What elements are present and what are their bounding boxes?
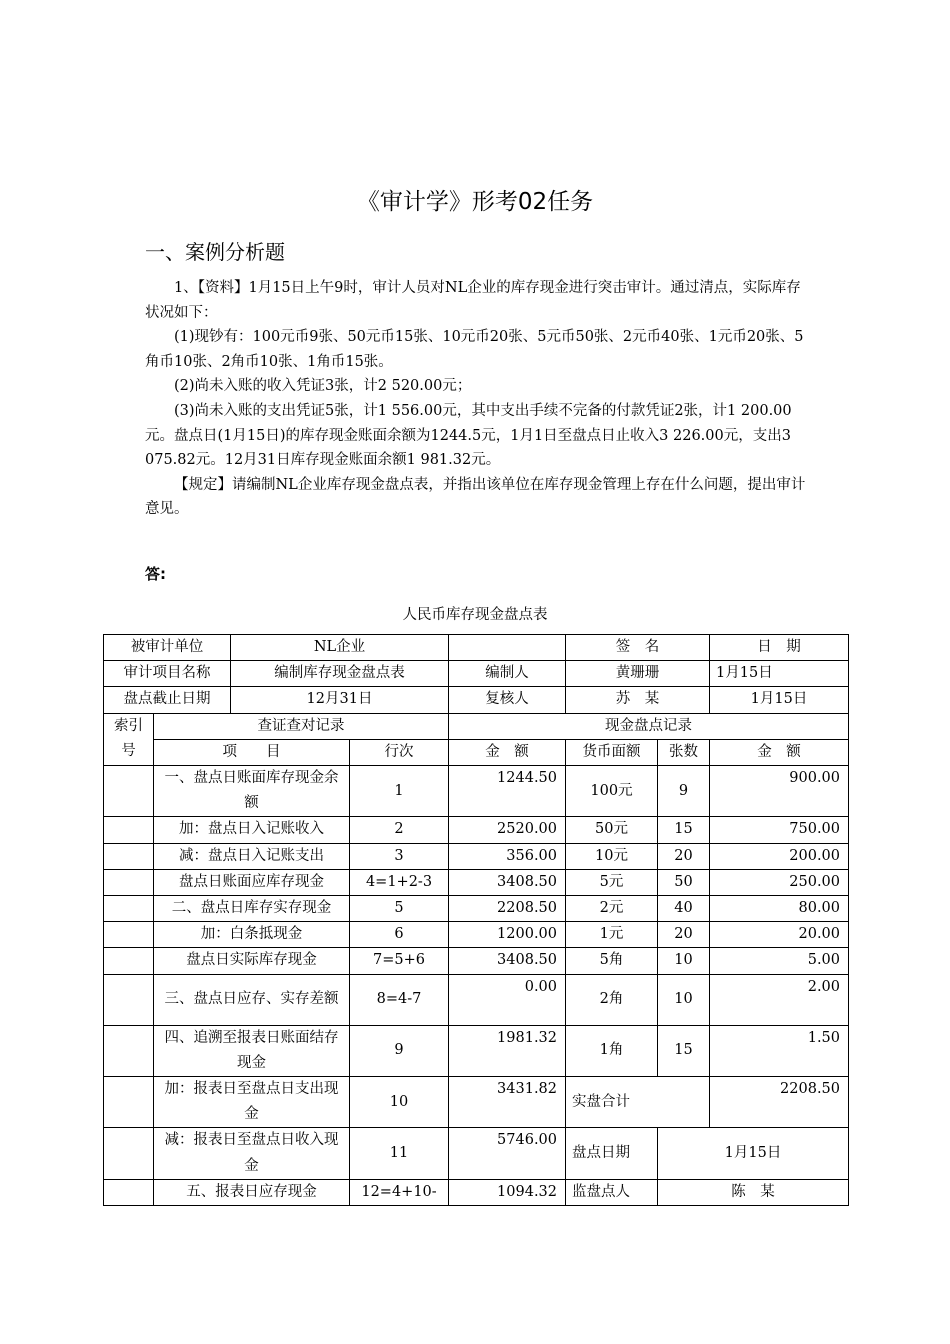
table-row (104, 1077, 849, 1128)
denom-col-header: 货币面额 (566, 739, 658, 765)
table-row (104, 766, 849, 817)
table-row (104, 896, 849, 922)
index-cell (104, 896, 154, 922)
empty-cell (449, 635, 566, 661)
index-cell (104, 869, 154, 895)
index-cell (104, 843, 154, 869)
total-label-cell: 实盘合计 (566, 1077, 710, 1128)
amount-cell: 3408.50 (449, 869, 566, 895)
line-cell: 10 (350, 1077, 449, 1128)
line-cell: 6 (350, 922, 449, 948)
index-cell (104, 1128, 154, 1179)
amount-cell: 0.00 (449, 974, 566, 1025)
header-row-4 (104, 713, 849, 739)
line-cell: 8=4-7 (350, 974, 449, 1025)
denom-cell: 50元 (566, 817, 658, 843)
amount-cell: 3408.50 (449, 948, 566, 974)
amount-col-header: 金 额 (449, 739, 566, 765)
case-material (145, 276, 815, 522)
supervisor-label-cell: 监盘点人 (566, 1179, 658, 1205)
count-date-label-cell: 盘点日期 (566, 1128, 658, 1179)
table-row (104, 1025, 849, 1076)
qty-cell: 9 (658, 766, 710, 817)
line-cell: 1 (350, 766, 449, 817)
qty-cell: 10 (658, 974, 710, 1025)
count-amount-cell: 200.00 (710, 843, 849, 869)
table-title: 人民币库存现金盘点表 (402, 607, 548, 623)
cash-count-table (103, 634, 849, 1206)
count-amount-cell: 5.00 (710, 948, 849, 974)
qty-cell: 15 (658, 817, 710, 843)
count-amount-cell: 80.00 (710, 896, 849, 922)
item-cell: 盘点日账面应库存现金 (154, 869, 350, 895)
amount-cell: 1200.00 (449, 922, 566, 948)
answer-label: 答: (145, 565, 166, 583)
item-cell: 三、盘点日应存、实存差额 (154, 974, 350, 1025)
header-row-1 (104, 635, 849, 661)
count-amount-cell: 250.00 (710, 869, 849, 895)
item-cell: 减：报表日至盘点日收入现金 (154, 1128, 350, 1179)
item-cell: 减：盘点日入记账支出 (154, 843, 350, 869)
project-label: 审计项目名称 (104, 661, 231, 687)
qty-col-header: 张数 (658, 739, 710, 765)
line-cell: 4=1+2-3 (350, 869, 449, 895)
supervisor-value-cell: 陈 某 (658, 1179, 849, 1205)
reviewer-label: 复核人 (449, 687, 566, 713)
table-row (104, 869, 849, 895)
item-cell: 加：白条抵现金 (154, 922, 350, 948)
count-amount-col-header: 金 额 (710, 739, 849, 765)
sign-label: 签 名 (566, 635, 710, 661)
header-row-2 (104, 661, 849, 687)
check-record-label: 查证查对记录 (154, 713, 449, 739)
amount-cell: 5746.00 (449, 1128, 566, 1179)
index-cell (104, 948, 154, 974)
preparer-label: 编制人 (449, 661, 566, 687)
denom-cell: 5元 (566, 869, 658, 895)
index-cell (104, 1077, 154, 1128)
reviewer-value: 苏 某 (566, 687, 710, 713)
table-row (104, 974, 849, 1025)
amount-cell: 3431.82 (449, 1077, 566, 1128)
index-cell (104, 766, 154, 817)
line-cell: 3 (350, 843, 449, 869)
auditee-value: NL企业 (231, 635, 449, 661)
item-cell: 盘点日实际库存现金 (154, 948, 350, 974)
count-record-label: 现金盘点记录 (449, 713, 849, 739)
line-cell: 9 (350, 1025, 449, 1076)
paragraph-cash-count: (1)现钞有：100元币9张、50元币15张、10元币20张、5元币50张、2元币40张、1元币20张、5角币10张、2角币10张、1角币15张。 (145, 329, 804, 370)
paragraph-payments: (3)尚未入账的支出凭证5张，计1 556.00元，其中支出手续不完备的付款凭证2张，计1 200.00元。盘点日(1月15日)的库存现金账面余额为1244.5元，1月1日至盘点日止收入3 226.00元，支出3 075.82元。12月31日库存现金账面余额1 981.32元。 (145, 402, 792, 469)
index-cell (104, 817, 154, 843)
qty-cell: 40 (658, 896, 710, 922)
count-amount-cell: 2.00 (710, 974, 849, 1025)
line-cell: 5 (350, 896, 449, 922)
line-cell: 11 (350, 1128, 449, 1179)
count-amount-cell: 1.50 (710, 1025, 849, 1076)
item-col-header: 项 目 (154, 739, 350, 765)
amount-cell: 2520.00 (449, 817, 566, 843)
item-cell: 加：盘点日入记账收入 (154, 817, 350, 843)
qty-cell: 10 (658, 948, 710, 974)
header-row-3 (104, 687, 849, 713)
table-row (104, 922, 849, 948)
item-cell: 四、追溯至报表日账面结存现金 (154, 1025, 350, 1076)
preparer-date: 1月15日 (710, 661, 849, 687)
index-label: 索引号 (104, 713, 154, 765)
line-cell: 7=5+6 (350, 948, 449, 974)
auditee-label: 被审计单位 (104, 635, 231, 661)
table-row (104, 1179, 849, 1205)
paragraph-requirement: 【规定】请编制NL企业库存现金盘点表，并指出该单位在库存现金管理上存在什么问题，提出审计意见。 (145, 476, 806, 518)
reviewer-date: 1月15日 (710, 687, 849, 713)
denom-cell: 100元 (566, 766, 658, 817)
denom-cell: 1角 (566, 1025, 658, 1076)
denom-cell: 2角 (566, 974, 658, 1025)
amount-cell: 1244.50 (449, 766, 566, 817)
denom-cell: 5角 (566, 948, 658, 974)
date-label: 日 期 (710, 635, 849, 661)
amount-cell: 356.00 (449, 843, 566, 869)
count-amount-cell: 20.00 (710, 922, 849, 948)
index-cell (104, 1179, 154, 1205)
table-row (104, 817, 849, 843)
amount-cell: 2208.50 (449, 896, 566, 922)
project-value: 编制库存现金盘点表 (231, 661, 449, 687)
index-cell (104, 974, 154, 1025)
amount-cell: 1094.32 (449, 1179, 566, 1205)
preparer-value: 黄珊珊 (566, 661, 710, 687)
qty-cell: 15 (658, 1025, 710, 1076)
count-amount-cell: 750.00 (710, 817, 849, 843)
cutoff-label: 盘点截止日期 (104, 687, 231, 713)
line-cell: 12=4+10- (350, 1179, 449, 1205)
table-row (104, 843, 849, 869)
amount-cell: 1981.32 (449, 1025, 566, 1076)
index-cell (104, 922, 154, 948)
item-cell: 五、报表日应存现金 (154, 1179, 350, 1205)
table-row (104, 948, 849, 974)
denom-cell: 2元 (566, 896, 658, 922)
count-amount-cell: 2208.50 (710, 1077, 849, 1128)
count-amount-cell: 900.00 (710, 766, 849, 817)
count-date-value-cell: 1月15日 (658, 1128, 849, 1179)
paragraph-receipts: (2)尚未入账的收入凭证3张，计2 520.00元； (174, 378, 472, 395)
item-cell: 加：报表日至盘点日支出现金 (154, 1077, 350, 1128)
line-col-header: 行次 (350, 739, 449, 765)
header-row-5 (104, 739, 849, 765)
denom-cell: 1元 (566, 922, 658, 948)
denom-cell: 10元 (566, 843, 658, 869)
cutoff-value: 12月31日 (231, 687, 449, 713)
qty-cell: 50 (658, 869, 710, 895)
paragraph-material: 1、【资料】1月15日上午9时，审计人员对NL企业的库存现金进行突击审计。通过清点，实际库存状况如下： (145, 280, 801, 321)
table-row (104, 1128, 849, 1179)
document-title: 《审计学》形考02任务 (356, 189, 594, 215)
item-cell: 一、盘点日账面库存现金余额 (154, 766, 350, 817)
section-heading: 一、案例分析题 (145, 240, 285, 264)
index-cell (104, 1025, 154, 1076)
qty-cell: 20 (658, 843, 710, 869)
qty-cell: 20 (658, 922, 710, 948)
item-cell: 二、盘点日库存实存现金 (154, 896, 350, 922)
line-cell: 2 (350, 817, 449, 843)
